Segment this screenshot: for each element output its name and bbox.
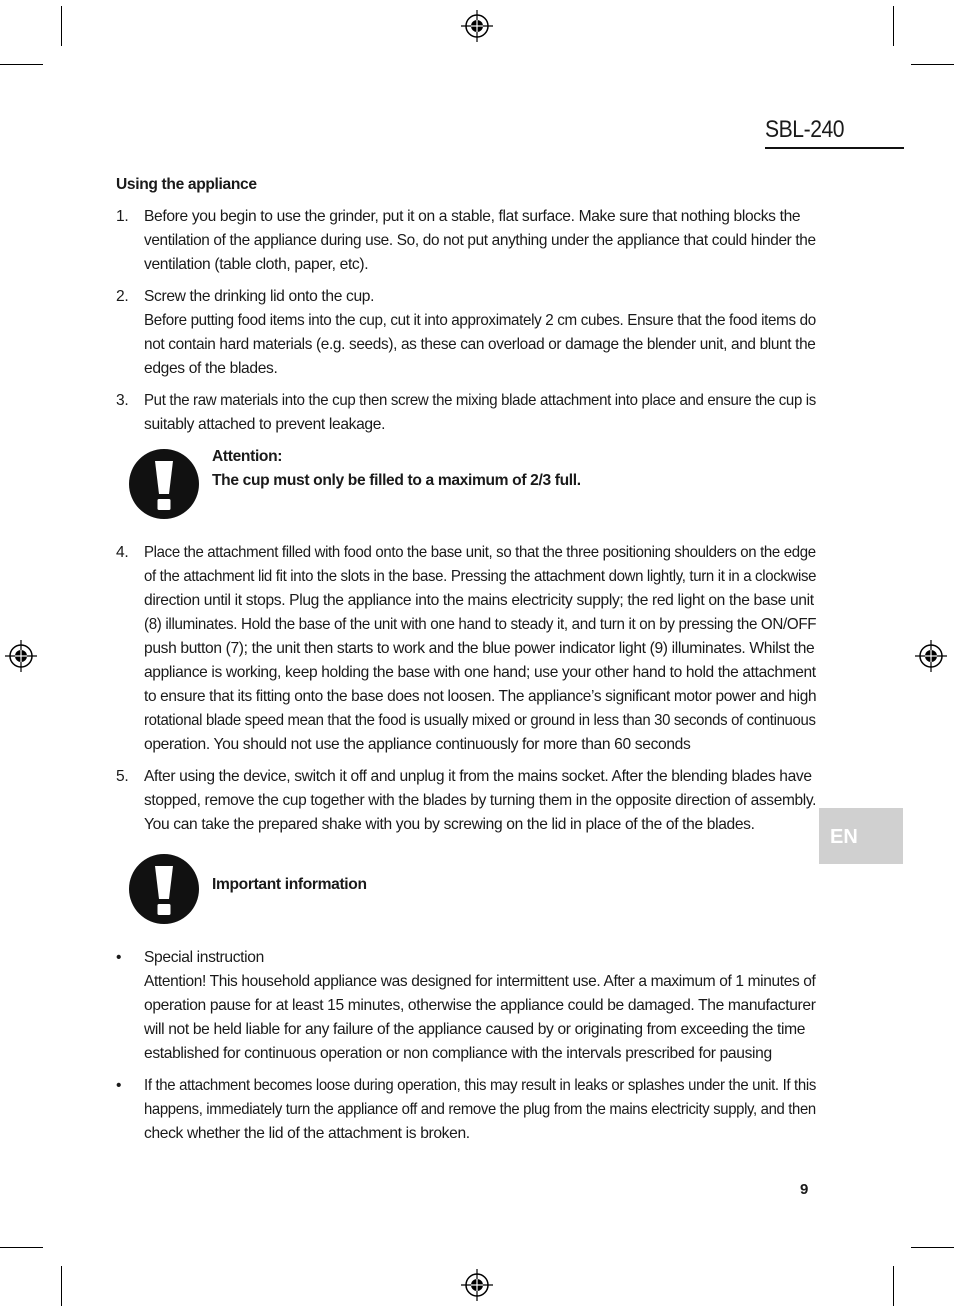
bullet-text-line: If the attachment becomes loose during operation, this may result in leaks or splashes under the unit. If this [144,1077,817,1094]
attention-message: The cup must only be filled to a maximum of 2/3 full. [212,472,581,489]
registration-mark-icon [4,639,38,673]
important-notice [116,850,816,946]
step-number: 1. [116,208,129,225]
section-heading: Using the appliance [116,176,257,193]
step-number: 4. [116,544,129,561]
step-text-line: edges of the blades. [144,360,278,377]
step-text-line: You can take the prepared shake with you by screwing on the lid in place of the of the blades. [144,816,755,833]
important-text-block [212,873,367,897]
step-number: 2. [116,288,129,305]
step-number: 3. [116,392,129,409]
registration-mark-icon [914,639,948,673]
attention-notice [116,445,816,541]
step-text-line: direction until it stops. Plug the appliance into the mains electricity supply; the red light on the base unit [144,592,814,609]
bullet-marker: • [116,1077,122,1094]
step-text-line: Place the attachment filled with food onto the base unit, so that the three positioning shoulders on the edge [144,544,816,561]
step-text-line: (8) illuminates. Hold the base of the unit with one hand to steady it, and turn it on by pressing the ON/OFF [144,616,817,633]
step-text-line: push button (7); the unit then starts to work and the blue power indicator light (9) illuminates. Whilst the [144,640,815,657]
step-text-line: operation. You should not use the appliance continuously for more than 60 seconds [144,736,691,753]
exclamation-icon [129,449,199,519]
crop-mark [61,1266,62,1306]
bullet-text-line: will not be held liable for any failure of the appliance caused by or originating from exceeding the time [144,1021,806,1038]
important-title: Important information [212,876,367,893]
bullet-text-line: check whether the lid of the attachment is broken. [144,1125,470,1142]
step-text-line: to ensure that its fitting onto the base does not loosen. The appliance’s significant motor power and high [144,688,817,705]
step-text-line: stopped, remove the cup together with the blades by turning them in the opposite direction of assembly. [144,792,817,809]
model-number: SBL-240 [765,116,845,143]
crop-mark [893,1266,894,1306]
step-number: 5. [116,768,129,785]
page-number: 9 [800,1181,809,1198]
step-text-line: Before you begin to use the grinder, put it on a stable, flat surface. Make sure that nothing blocks the [144,208,801,225]
crop-mark [0,1247,43,1248]
step-text-line: of the attachment lid fit into the slots in the base. Pressing the attachment down lightly, turn it in a clockwise [144,568,817,585]
step-text-line: ventilation of the appliance during use. So, do not put anything under the appliance that could hinder the [144,232,816,249]
step-text-line: Before putting food items into the cup, cut it into approximately 2 cm cubes. Ensure that the food items do [144,312,816,329]
model-underline [765,147,904,149]
bullet-marker: • [116,949,122,966]
step-item [116,541,816,757]
step-text-line: Screw the drinking lid onto the cup. [144,288,375,305]
language-tab [819,808,903,864]
step-text-line: ventilation (table cloth, paper, etc). [144,256,369,273]
language-tab-label: EN [830,826,858,848]
instructions-body [116,173,816,1154]
step-text-line: not contain hard materials (e.g. seeds), as these can overload or damage the blender unit, and blunt the [144,336,816,353]
step-text-line: appliance is working, keep holding the base with one hand; use your other hand to hold the attachment [144,664,816,681]
step-item [116,765,816,837]
step-text-line: Put the raw materials into the cup then screw the mixing blade attachment into place and ensure the cup is [144,392,816,409]
registration-mark-icon [460,9,494,43]
crop-mark [911,1247,954,1248]
exclamation-icon [129,854,199,924]
registration-mark-icon [460,1268,494,1302]
bullet-text-line: Special instruction [144,949,264,966]
crop-mark [0,64,43,65]
step-item [116,389,816,437]
crop-mark [893,6,894,46]
bullet-text-line: operation pause for at least 15 minutes, otherwise the appliance could be damaged. The manufacturer [144,997,816,1014]
attention-title: Attention: [212,448,283,465]
bullet-text-line: happens, immediately turn the appliance off and remove the plug from the mains electricity supply, and then [144,1101,816,1118]
step-text-line: After using the device, switch it off and unplug it from the mains socket. After the blending blades have [144,768,812,785]
bullet-text-line: established for continuous operation or non compliance with the intervals prescribed for pausing [144,1045,772,1062]
bullet-text-line: Attention! This household appliance was designed for intermittent use. After a maximum of 1 minutes of [144,973,816,990]
crop-mark [911,64,954,65]
crop-mark [61,6,62,46]
attention-text-block [212,445,581,493]
step-item [116,285,816,381]
bullet-item [116,1074,816,1146]
step-text-line: rotational blade speed mean that the food is usually mixed or ground in less than 30 seconds of continuous [144,712,816,729]
step-text-line: suitably attached to prevent leakage. [144,416,386,433]
bullet-item [116,946,816,1066]
step-item [116,205,816,277]
